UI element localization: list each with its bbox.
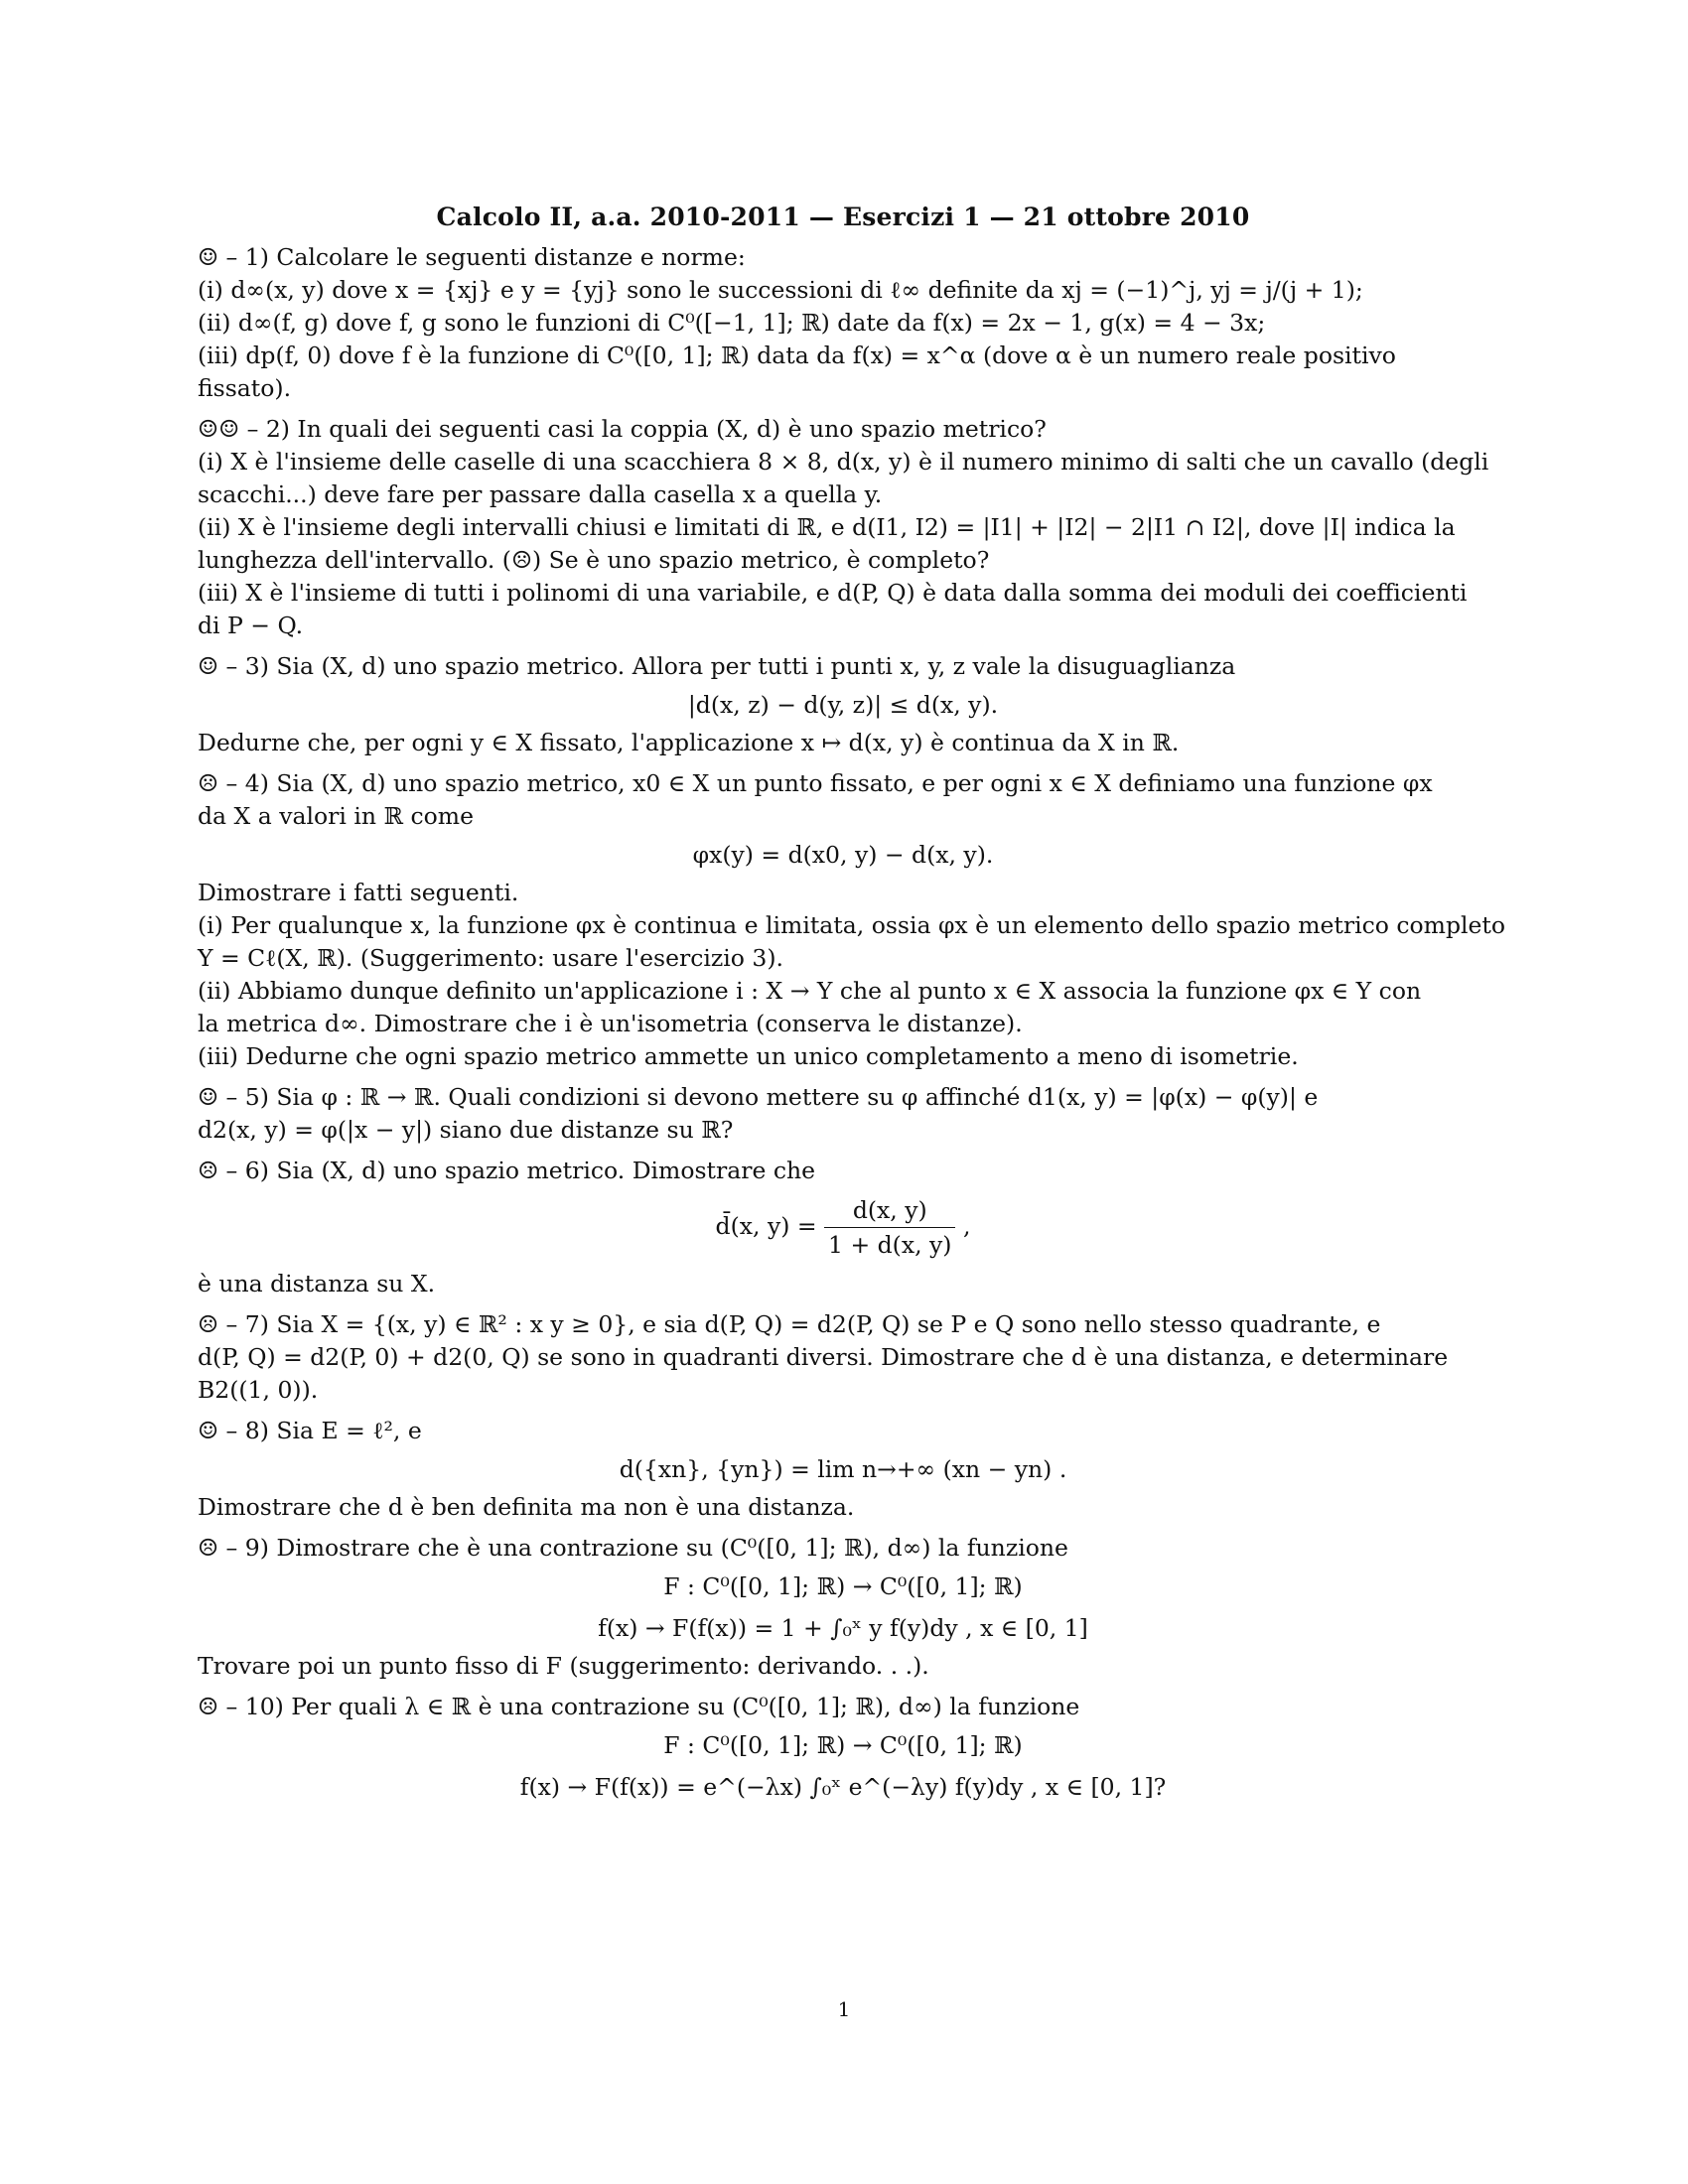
document-page <box>198 195 1506 1809</box>
exercise-7 <box>198 1308 1488 1407</box>
text-line: (ii) Abbiamo dunque definito un'applicazione i : X → Y che al punto x ∈ X associa la funzione φx ∈ Y con <box>198 977 1422 1005</box>
display-formula: |d(x, z) − d(y, z)| ≤ d(x, y). <box>687 691 999 719</box>
text-line: fissato). <box>198 374 292 402</box>
text-line: d2(x, y) = φ(|x − y|) siano due distanze su ℝ? <box>198 1116 734 1144</box>
text-line: Dimostrare i fatti seguenti. <box>198 879 519 906</box>
text-line: la metrica d∞. Dimostrare che i è un'isometria (conserva le distanze). <box>198 1010 1023 1037</box>
fraction-lhs: d̄(x, y) = <box>715 1212 817 1240</box>
fraction-denominator: 1 + d(x, y) <box>828 1231 952 1259</box>
exercise-9 <box>198 1532 1488 1683</box>
text-line: ☺☺ – 2) In quali dei seguenti casi la coppia (X, d) è uno spazio metrico? <box>198 415 1047 443</box>
text-line: ☺ – 8) Sia E = ℓ², e <box>198 1417 422 1444</box>
text-line: (i) Per qualunque x, la funzione φx è continua e limitata, ossia φx è un elemento dello spazio metrico completo <box>198 911 1506 939</box>
text-line: Y = Cℓ(X, ℝ). (Suggerimento: usare l'esercizio 3). <box>198 944 783 972</box>
text-line: da X a valori in ℝ come <box>198 802 474 830</box>
text-line: ☹ – 7) Sia X = {(x, y) ∈ ℝ² : x y ≥ 0}, e sia d(P, Q) = d2(P, Q) se P e Q sono nello stesso quadrante, e <box>198 1310 1381 1338</box>
display-formula: f(x) → F(f(x)) = e^(−λx) ∫₀ˣ e^(−λy) f(y)dy , x ∈ [0, 1]? <box>519 1773 1167 1801</box>
text-line: (iii) dp(f, 0) dove f è la funzione di C⁰([0, 1]; ℝ) data da f(x) = x^α (dove α è un numero reale positivo <box>198 341 1396 369</box>
text-line: scacchi...) deve fare per passare dalla casella x a quella y. <box>198 480 883 508</box>
text-line: ☹ – 6) Sia (X, d) uno spazio metrico. Dimostrare che <box>198 1157 816 1184</box>
text-line: (ii) X è l'insieme degli intervalli chiusi e limitati di ℝ, e d(I1, I2) = |I1| + |I2| − 2|I1 ∩ I2|, dove |I| indica la <box>198 513 1456 541</box>
text-line: Dimostrare che d è ben definita ma non è una distanza. <box>198 1493 855 1521</box>
text-line: ☺ – 5) Sia φ : ℝ → ℝ. Quali condizioni si devono mettere su φ affinché d1(x, y) = |φ(x) − φ(y)| e <box>198 1083 1319 1111</box>
text-line: B2((1, 0)). <box>198 1376 319 1404</box>
fraction-numerator: d(x, y) <box>824 1193 955 1228</box>
exercise-6 <box>198 1155 1488 1300</box>
text-line: Dedurne che, per ogni y ∈ X fissato, l'applicazione x ↦ d(x, y) è continua da X in ℝ. <box>198 729 1180 756</box>
display-fraction <box>198 1193 1488 1262</box>
display-formula: d({xn}, {yn}) = lim n→+∞ (xn − yn) . <box>619 1455 1067 1483</box>
text-line: ☹ – 10) Per quali λ ∈ ℝ è una contrazione su (C⁰([0, 1]; ℝ), d∞) la funzione <box>198 1693 1080 1720</box>
exercise-5 <box>198 1081 1488 1147</box>
fraction-tail: , <box>962 1212 971 1240</box>
display-formula: F : C⁰([0, 1]; ℝ) → C⁰([0, 1]; ℝ) <box>663 1731 1023 1759</box>
text-line: (iii) Dedurne che ogni spazio metrico ammette un unico completamento a meno di isometrie. <box>198 1042 1299 1070</box>
exercise-8 <box>198 1415 1488 1524</box>
page-title: Calcolo II, a.a. 2010-2011 — Esercizi 1 — 21 ottobre 2010 <box>436 203 1250 231</box>
text-line: è una distanza su X. <box>198 1270 436 1297</box>
exercise-3 <box>198 650 1488 759</box>
fraction <box>824 1193 955 1262</box>
text-line: ☹ – 9) Dimostrare che è una contrazione su (C⁰([0, 1]; ℝ), d∞) la funzione <box>198 1534 1068 1562</box>
text-line: Trovare poi un punto fisso di F (suggerimento: derivando. . .). <box>198 1652 929 1680</box>
display-formula: f(x) → F(f(x)) = 1 + ∫₀ˣ y f(y)dy , x ∈ [0, 1] <box>598 1614 1088 1642</box>
text-line: di P − Q. <box>198 612 304 639</box>
page-number: 1 <box>837 1997 851 2021</box>
text-line: ☹ – 4) Sia (X, d) uno spazio metrico, x0 ∈ X un punto fissato, e per ogni x ∈ X definiamo una funzione φx <box>198 769 1433 797</box>
text-line: (ii) d∞(f, g) dove f, g sono le funzioni di C⁰([−1, 1]; ℝ) date da f(x) = 2x − 1, g(x) = 4 − 3x; <box>198 309 1266 337</box>
exercise-4 <box>198 767 1506 1073</box>
text-line: lunghezza dell'intervallo. (☹) Se è uno spazio metrico, è completo? <box>198 546 990 574</box>
text-line: (i) X è l'insieme delle caselle di una scacchiera 8 × 8, d(x, y) è il numero minimo di salti che un cavallo (degli <box>198 448 1489 476</box>
text-line: ☺ – 1) Calcolare le seguenti distanze e norme: <box>198 243 746 271</box>
exercise-10 <box>198 1691 1488 1807</box>
text-line: d(P, Q) = d2(P, 0) + d2(0, Q) se sono in quadranti diversi. Dimostrare che d è una distanza, e determinare <box>198 1343 1449 1371</box>
exercise-1 <box>198 241 1488 405</box>
text-line: ☺ – 3) Sia (X, d) uno spazio metrico. Allora per tutti i punti x, y, z vale la disuguaglianza <box>198 652 1236 680</box>
text-line: (iii) X è l'insieme di tutti i polinomi di una variabile, e d(P, Q) è data dalla somma dei moduli dei coefficienti <box>198 579 1468 607</box>
text-line: (i) d∞(x, y) dove x = {xj} e y = {yj} sono le successioni di ℓ∞ definite da xj = (−1)^j, yj = j/(j + 1); <box>198 276 1363 304</box>
display-formula: φx(y) = d(x0, y) − d(x, y). <box>692 841 994 869</box>
exercise-2 <box>198 413 1488 642</box>
display-formula: F : C⁰([0, 1]; ℝ) → C⁰([0, 1]; ℝ) <box>663 1572 1023 1600</box>
